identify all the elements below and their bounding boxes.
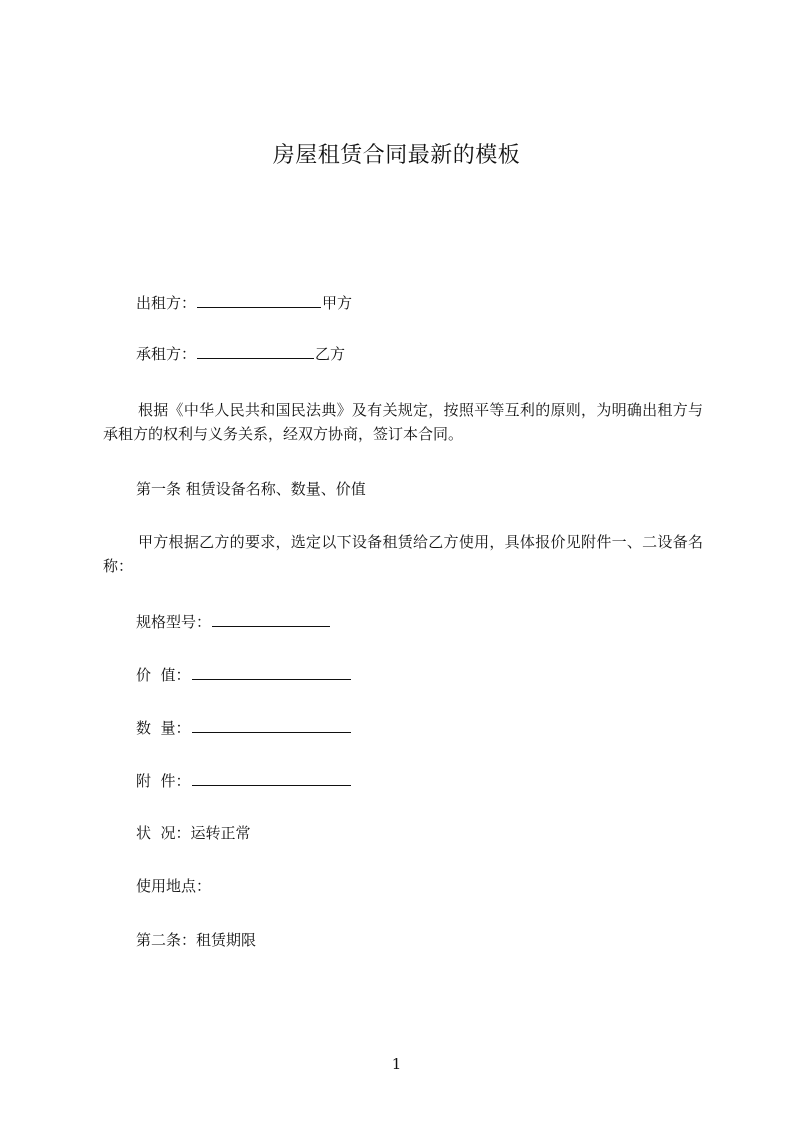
- location-line: 使用地点：: [136, 877, 212, 895]
- lessee-label: 承租方：: [136, 345, 197, 363]
- document-title: 房屋租赁合同最新的模板: [272, 143, 521, 168]
- value-label: 价 值：: [136, 666, 191, 684]
- article2-heading: 第二条：租赁期限: [136, 931, 257, 949]
- page-number: 1: [391, 1055, 402, 1073]
- attachment-blank: [192, 771, 351, 786]
- lessee-suffix: 乙方: [315, 345, 346, 363]
- lessor-line: [136, 292, 352, 314]
- attachment-label: 附 件：: [136, 772, 191, 790]
- attachment-line: [136, 770, 352, 792]
- model-label: 规格型号：: [136, 613, 212, 631]
- lessor-label: 出租方：: [136, 294, 197, 312]
- preamble-paragraph: 根据《中华人民共和国民法典》及有关规定，按照平等互利的原则，为明确出租方与承租方的权利与义务关系，经双方协商，签订本合同。: [103, 401, 703, 443]
- article1-heading: 第一条 租赁设备名称、数量、价值: [136, 480, 366, 498]
- lessor-suffix: 甲方: [322, 294, 353, 312]
- lessee-line: [136, 343, 345, 365]
- model-line: [136, 611, 331, 633]
- value-line: [136, 664, 352, 686]
- quantity-label: 数 量：: [136, 719, 191, 737]
- value-blank: [192, 665, 351, 680]
- article1-body: 甲方根据乙方的要求，选定以下设备租赁给乙方使用，具体报价见附件一、二设备名称：: [103, 533, 703, 575]
- status-line: 状 况：运转正常: [136, 824, 251, 842]
- lessor-blank: [197, 293, 321, 308]
- quantity-line: [136, 717, 352, 739]
- model-blank: [212, 612, 330, 627]
- quantity-blank: [192, 718, 351, 733]
- lessee-blank: [197, 344, 314, 359]
